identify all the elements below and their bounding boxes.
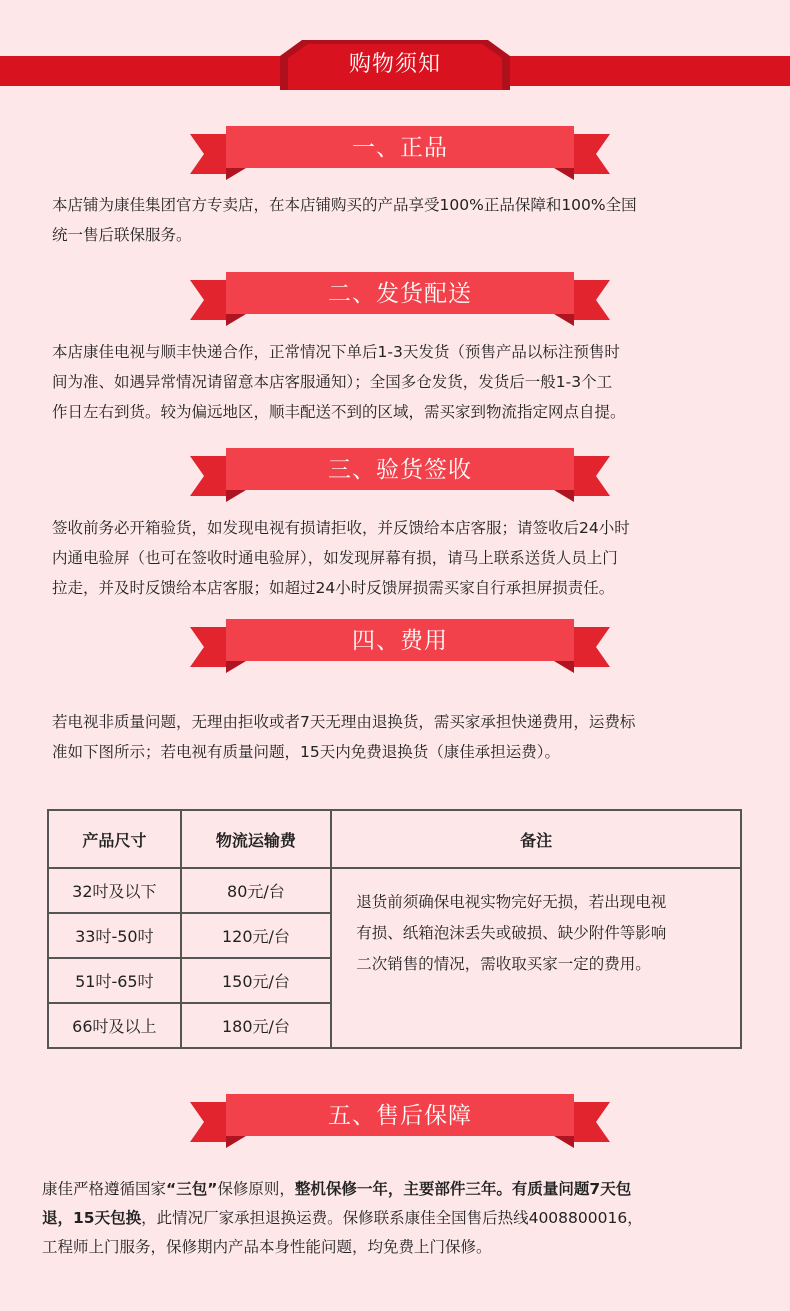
- size-cell: 33吋-50吋: [48, 913, 181, 958]
- note-line: 二次销售的情况，需收取买家一定的费用。: [356, 955, 651, 973]
- text-run: 保修原则，: [217, 1180, 295, 1198]
- ribbon-section-4: [190, 617, 610, 677]
- text-line: 本店康佳电视与顺丰快递合作，正常情况下单后1-3天发货（预售产品以标注预售时: [52, 343, 620, 361]
- section-heading: 三、验货签收: [328, 457, 472, 483]
- column-header-note: 备注: [331, 810, 741, 868]
- section-heading: 四、费用: [352, 628, 448, 654]
- column-header-size: 产品尺寸: [48, 810, 181, 868]
- text-run: 康佳严格遵循国家: [42, 1180, 167, 1198]
- size-cell: 51吋-65吋: [48, 958, 181, 1003]
- text-line: 本店铺为康佳集团官方专卖店，在本店铺购买的产品享受100%正品保障和100%全国: [52, 196, 637, 214]
- note-line: 有损、纸箱泡沫丢失或破损、缺少附件等影响: [356, 924, 667, 942]
- text-line: 准如下图所示；若电视有质量问题，15天内免费退换货（康佳承担运费）。: [52, 743, 560, 761]
- size-cell: 32吋及以下: [48, 868, 181, 913]
- note-line: 退货前须确保电视实物完好无损，若出现电视: [356, 893, 667, 911]
- fee-cell: 80元/台: [181, 868, 332, 913]
- section-3-text: [52, 513, 742, 603]
- text-line: [42, 1175, 752, 1204]
- text-line: 若电视非质量问题，无理由拒收或者7天无理由退换货，需买家承担快递费用，运费标: [52, 713, 636, 731]
- text-line: 签收前务必开箱验货，如发现电视有损请拒收，并反馈给本店客服；请签收后24小时: [52, 519, 630, 537]
- text-run: ，此情况厂家承担退换运费。保修联系康佳全国售后热线4008800016，: [141, 1209, 643, 1227]
- fee-cell: 120元/台: [181, 913, 332, 958]
- section-4-text: [52, 707, 742, 767]
- text-line: 统一售后联保服务。: [52, 226, 192, 244]
- ribbon-section-2: [190, 270, 610, 330]
- warranty-text: [42, 1175, 752, 1262]
- text-line: [42, 1204, 752, 1233]
- section-2-text: [52, 337, 742, 427]
- text-run-bold: “三包”: [166, 1180, 218, 1198]
- text-line: 内通电验屏（也可在签收时通电验屏），如发现屏幕有损，请马上联系送货人员上门: [52, 549, 618, 567]
- text-line: 间为准、如遇异常情况请留意本店客服通知）；全国多仓发货，发货后一般1-3个工: [52, 373, 613, 391]
- table-header-row: [48, 810, 741, 868]
- section-heading: 一、正品: [352, 135, 448, 161]
- table-row: [48, 868, 741, 913]
- column-header-fee: 物流运输费: [181, 810, 332, 868]
- ribbon-section-5: [190, 1092, 610, 1152]
- ribbon-section-1: [190, 124, 610, 184]
- fee-table: [47, 809, 742, 1049]
- text-run-bold: 整机保修一年，主要部件三年。有质量问题7天包: [294, 1180, 632, 1198]
- fee-cell: 150元/台: [181, 958, 332, 1003]
- ribbon-section-3: [190, 446, 610, 506]
- note-cell: [331, 868, 741, 1048]
- size-cell: 66吋及以上: [48, 1003, 181, 1048]
- text-line: 工程师上门服务，保修期内产品本身性能问题，均免费上门保修。: [42, 1238, 492, 1256]
- section-heading: 二、发货配送: [328, 281, 472, 307]
- fee-cell: 180元/台: [181, 1003, 332, 1048]
- section-1-text: [52, 190, 742, 250]
- text-line: 拉走，并及时反馈给本店客服；如超过24小时反馈屏损需买家自行承担屏损责任。: [52, 579, 615, 597]
- text-line: 作日左右到货。较为偏远地区，顺丰配送不到的区域，需买家到物流指定网点自提。: [52, 403, 626, 421]
- section-heading: 五、售后保障: [328, 1103, 472, 1129]
- text-run-bold: 退，15天包换: [42, 1209, 142, 1227]
- page-title: 购物须知: [348, 52, 441, 77]
